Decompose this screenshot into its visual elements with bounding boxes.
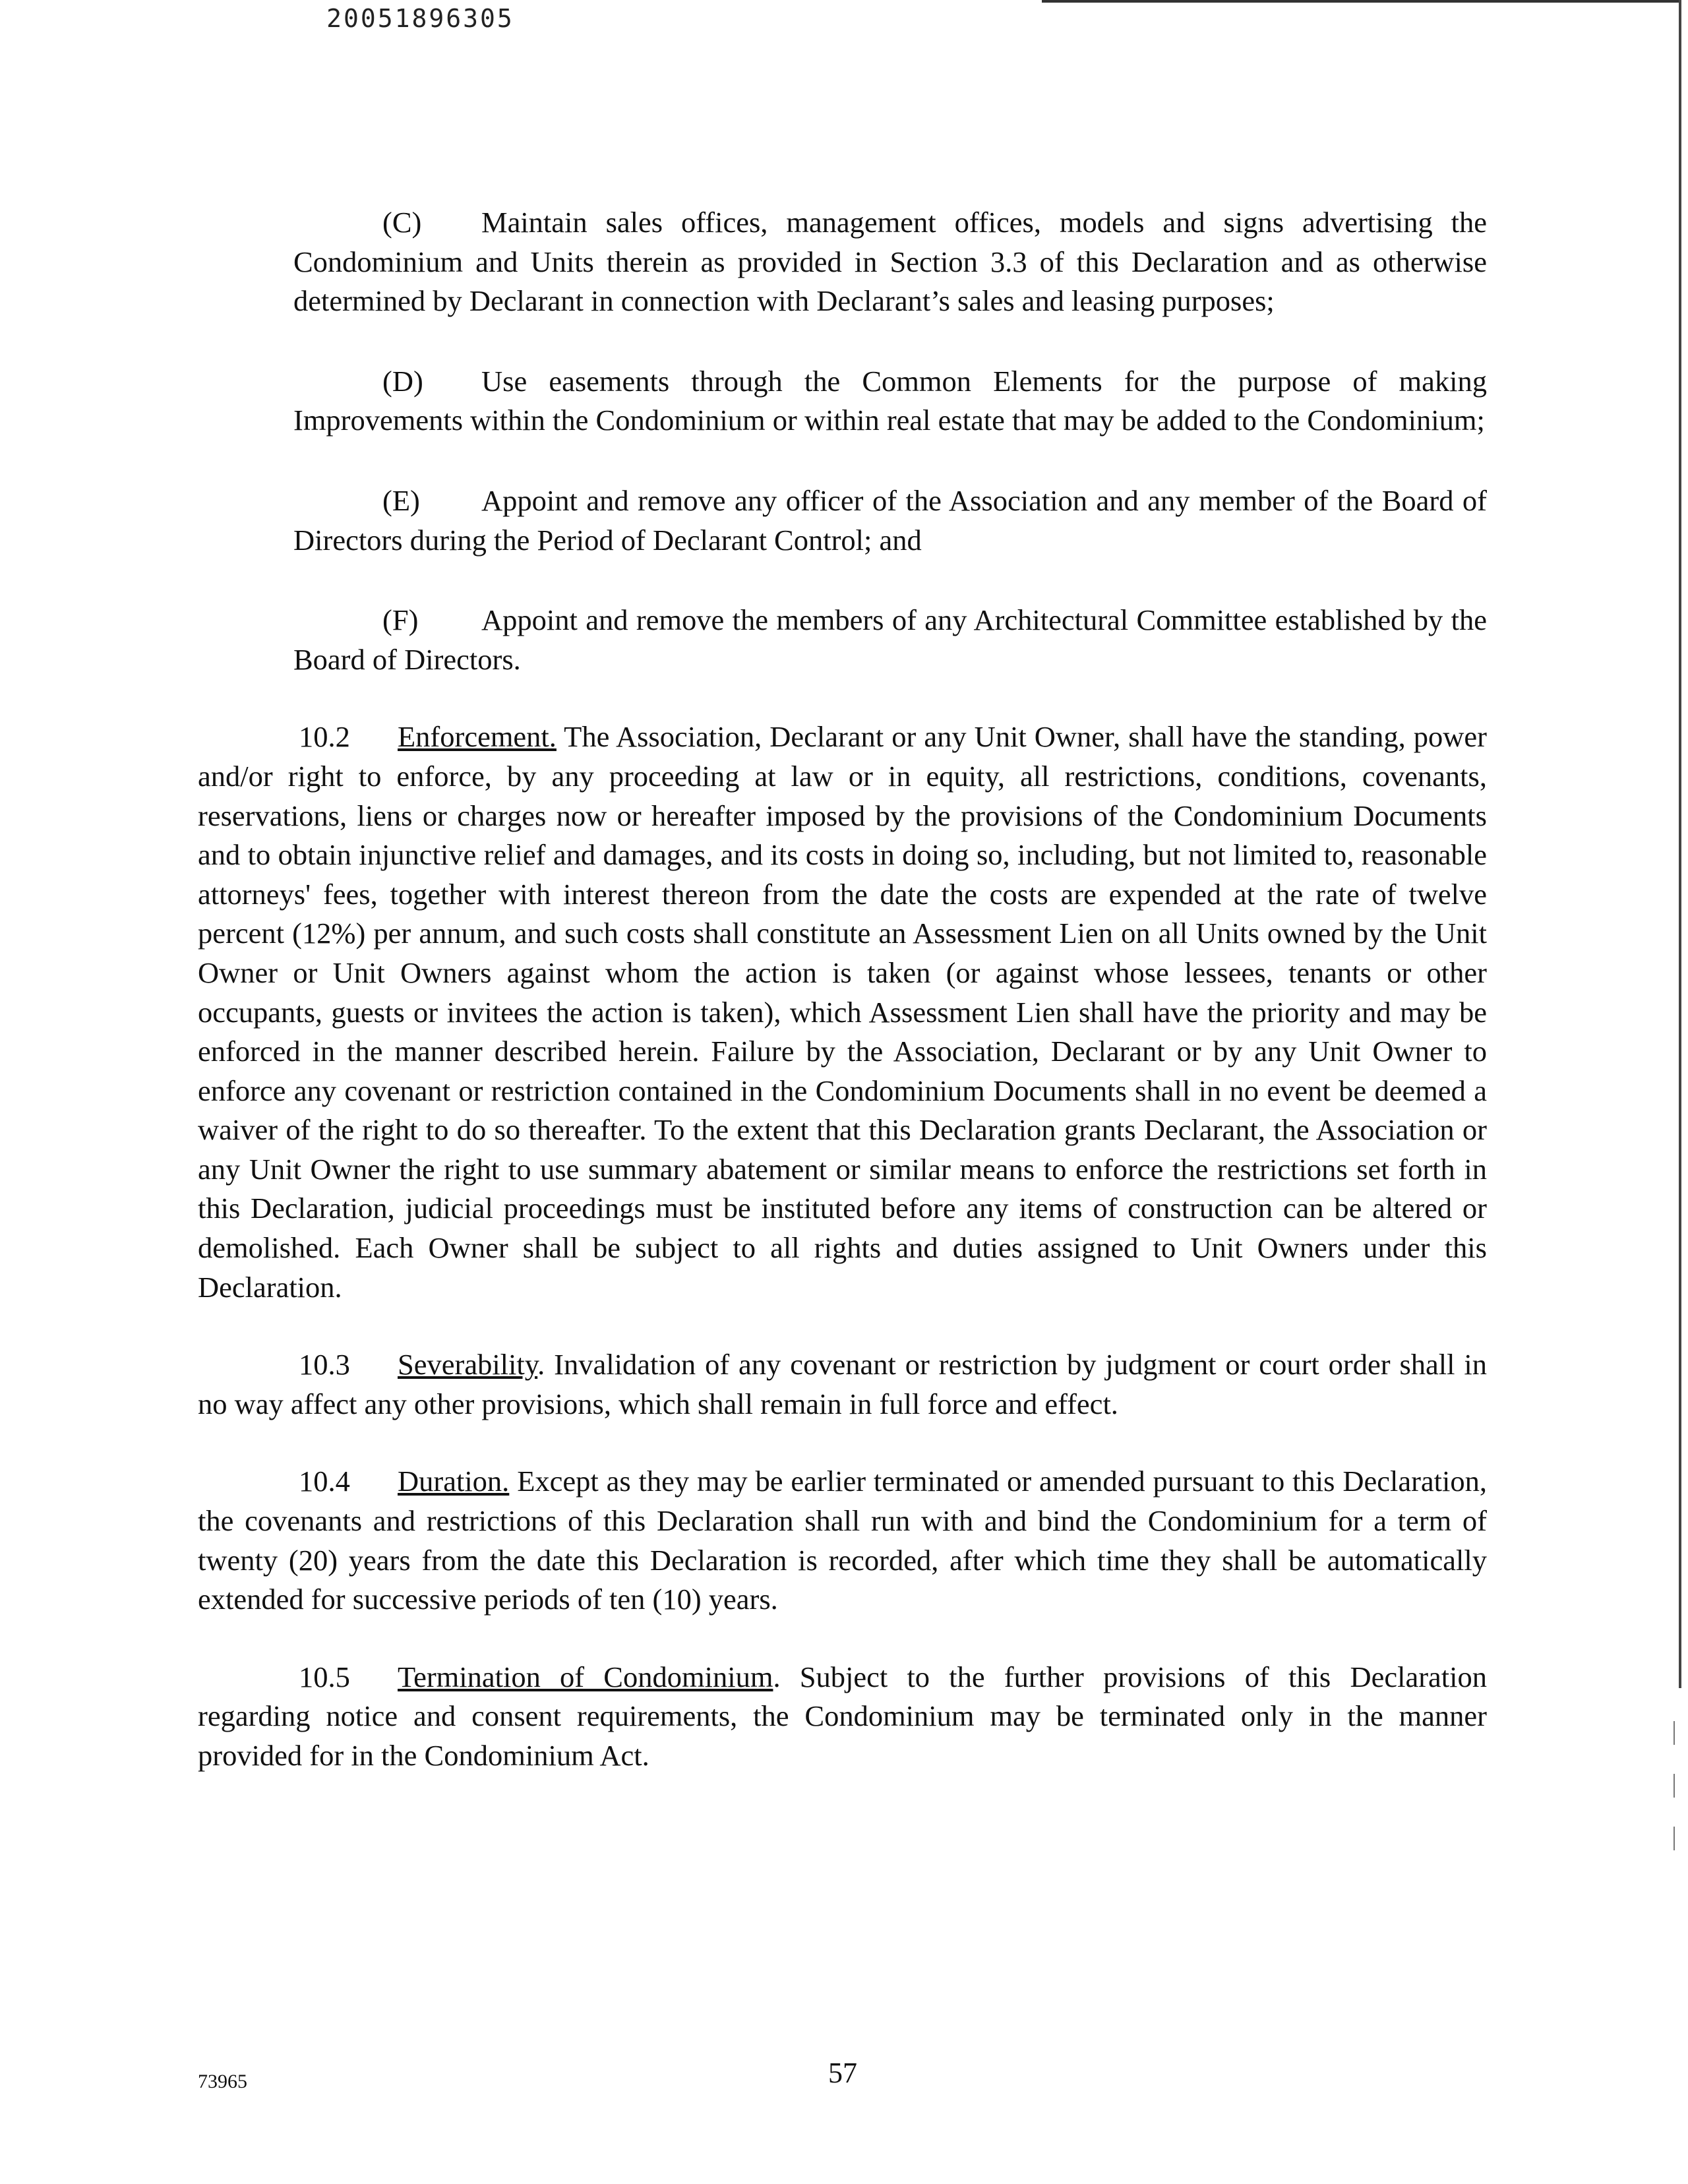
section-10-4 <box>198 1462 1487 1619</box>
section-number: 10.2 <box>299 720 350 754</box>
clause-f <box>198 601 1487 679</box>
clause-lead-text: Appoint and remove any officer of the Association and any member of the <box>481 483 1373 517</box>
clause-d <box>198 362 1487 440</box>
page-number: 57 <box>828 2057 857 2089</box>
section-number: 10.3 <box>299 1348 350 1381</box>
footer-document-id: 73965 <box>198 2071 247 2092</box>
section-text: Declaration, the covenants and restrictions of this Declaration shall run with and bind the Condominium for a term of twenty (20) years from the date this Declaration is recorded, after which time they shall be automatically extended for successive periods of ten (10) years. <box>198 1465 1488 1616</box>
section-text: order shall in no way affect any other provisions, which shall remain in full force and effect. <box>198 1348 1487 1420</box>
clause-text: Improvements within the Condominium or within real estate that may be added to the Condominium; <box>293 404 1485 437</box>
section-text: standing, power and/or right to enforce, by any proceeding at law or in equity, all restrictions, conditions, covenants, reservations, liens or charges now or hereafter imposed by the provisions of the Condominium Documents and to obtain injunctive relief and damages, and its costs in doing so, including, but not limited to, reasonable attorneys' fees, together with interest thereon from the date the costs are expended at the rate of twelve percent (12%) per annum, and such costs shall constitute an Assessment Lien on all Units owned by the Unit Owner or Unit Owners against whom the action is taken (or against whose lessees, tenants or other occupants, guests or invitees the action is taken), which Assessment Lien shall have the priority and may be enforced in the manner described herein. Failure by the Association, Declarant or by any Unit Owner to enforce any covenant or restriction contained in the Condominium Documents shall in no event be deemed a waiver of the right to do so thereafter. To the extent that this Declaration grants Declarant, the Association or any Unit Owner the right to use summary abatement or similar means to enforce the restrictions set forth in this Declaration, judicial proceedings must be instituted before any items of construction can be altered or demolished. Each Owner shall be subject to all rights and duties assigned to Unit Owners under this Declaration. <box>198 720 1487 1304</box>
document-body <box>198 203 1487 1776</box>
section-10-5 <box>198 1658 1487 1776</box>
clause-text: Board of Directors during the Period of Declarant Control; and <box>293 483 1487 557</box>
document-number: 20051896305 <box>326 4 514 33</box>
section-text: Declaration regarding notice and consent requirements, the Condominium may be terminated only in the manner provided for in the Condominium Act. <box>198 1660 1488 1772</box>
clause-label: (C) <box>382 206 422 239</box>
section-number: 10.4 <box>299 1465 350 1498</box>
section-title: Termination of Condominium <box>398 1660 773 1693</box>
clause-label: (D) <box>382 364 423 398</box>
section-10-2 <box>198 717 1487 1307</box>
scan-frame-right-line <box>1679 0 1681 1688</box>
section-title: Severability <box>398 1348 538 1381</box>
clause-lead-text: Use easements through the Common Elements for the purpose of making <box>481 364 1487 398</box>
clause-e <box>198 481 1487 560</box>
section-number: 10.5 <box>299 1660 350 1693</box>
section-lead-text: The Association, Declarant or any Unit Owner, shall have the <box>556 720 1291 754</box>
section-title: Enforcement. <box>398 720 557 754</box>
scan-frame-top-line <box>1042 0 1681 3</box>
clause-text: the Condominium and Units therein as provided in Section 3.3 of this Declaration and as otherwise determined by Declarant in connection with Declarant’s sales and leasing purposes; <box>293 206 1487 318</box>
section-10-3 <box>198 1345 1487 1424</box>
section-lead-text: . Invalidation of any covenant or restriction by judgment or court <box>537 1348 1319 1381</box>
scan-frame-tick <box>1673 1721 1675 1745</box>
clause-lead-text: Appoint and remove the members of any Architectural Committee <box>481 603 1267 637</box>
clause-text: established by the Board of Directors. <box>293 603 1487 676</box>
scan-frame-tick <box>1673 1827 1675 1850</box>
scan-frame-tick <box>1673 1774 1675 1798</box>
section-title: Duration. <box>398 1465 510 1498</box>
clause-lead-text: Maintain sales offices, management offices, models and signs advertising <box>481 206 1433 239</box>
clause-c <box>198 203 1487 321</box>
section-lead-text: Except as they may be earlier terminated or amended pursuant to this <box>509 1465 1335 1498</box>
clause-label: (F) <box>382 603 419 637</box>
section-lead-text: . Subject to the further provisions of this <box>773 1660 1331 1693</box>
clause-label: (E) <box>382 483 420 517</box>
